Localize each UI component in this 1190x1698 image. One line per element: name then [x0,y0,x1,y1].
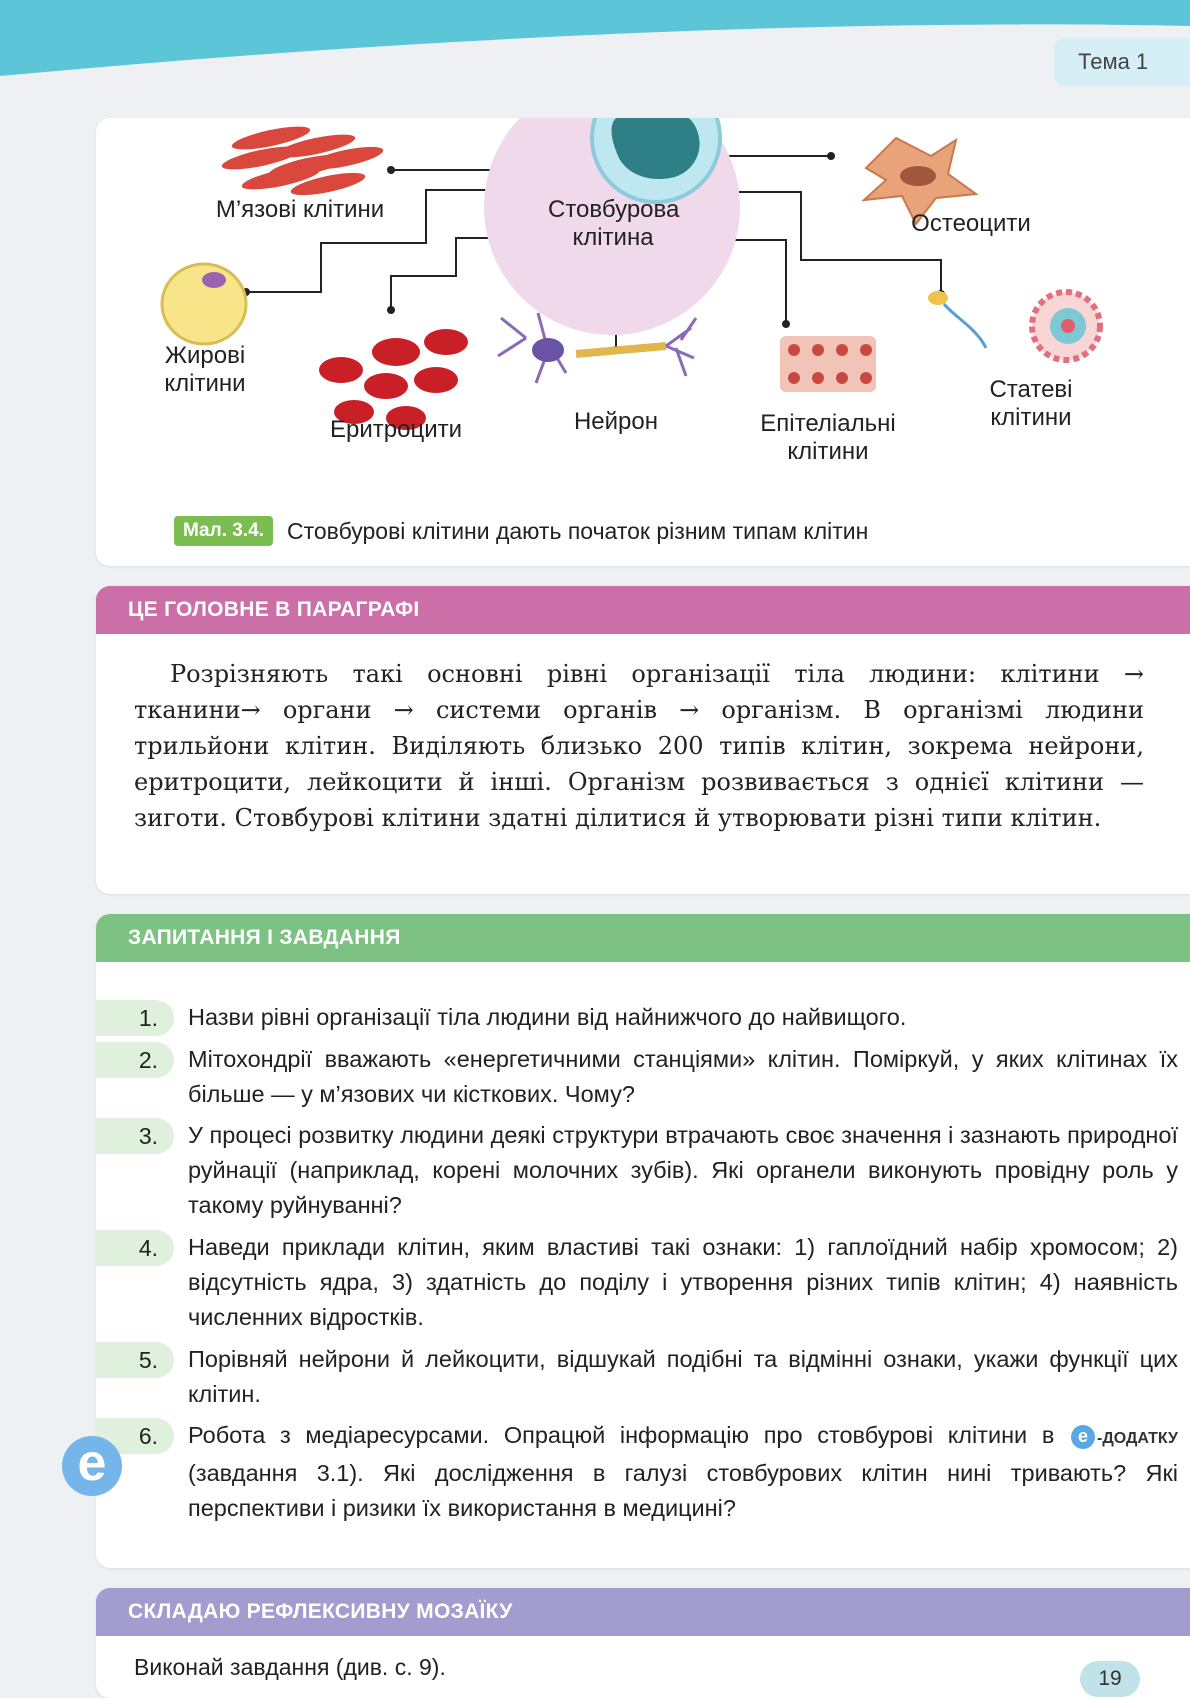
muscle-cells-illustration [220,122,385,200]
stem-cell-diagram [96,118,1190,566]
question-text: Мітохондрії вважають «енергетичними станціями» клітин. Поміркуй, у яких клітинах їх більше — у м’язових чи кісткових. Чому? [188,1046,1178,1107]
page-number: 19 [1080,1661,1140,1697]
question-text: Назви рівні організації тіла людини від найнижчого до найвищого. [188,1004,907,1030]
question-text [188,1418,1178,1526]
main-text: Розрізняють такі основні рівні організації тіла людини: клітини → тканини→ органи → системи органів → організм. В організмі людини трильйони клітин. Виділяють близько 200 типів клітин, зокрема нейрони, еритроцити, лейкоцити й інші. Організм розвивається з однієї клітини — зиготи. Стовбурові клітини здатні ділитися й утворювати різні типи клітин. [134,660,1144,832]
figure-card [96,118,1190,566]
question-text: Порівняй нейрони й лейкоцити, відшукай подібні та відмінні ознаки, укажи функції цих клітин. [188,1346,1178,1407]
top-decor-band [0,0,1190,90]
question-text: Наведи приклади клітин, яким властиві такі ознаки: 1) гаплоїдний набір хромосом; 2) відсутність ядра, 3) здатність до поділу і утворення різних типів клітин; 4) наявність численних відростків. [188,1234,1178,1330]
reflection-card [96,1588,1190,1698]
question-text-part: Робота з медіаресурсами. Опрацюй інформацію про стовбурові клітини в [188,1422,1069,1448]
question-number: 6. [96,1418,174,1454]
question-number: 4. [96,1230,174,1266]
question-number: 3. [96,1118,174,1154]
questions-heading: ЗАПИТАННЯ І ЗАВДАННЯ [96,914,1190,962]
e-addon-label[interactable]: -ДОДАТКУ [1096,1430,1178,1447]
label-epithelial: Епітеліальні клітини [760,410,896,465]
label-neuron: Нейрон [573,408,659,435]
e-addon-icon[interactable]: е [1071,1425,1095,1449]
label-fat: Жирові клітини [164,342,246,397]
epithelial-illustration [780,336,876,392]
questions-card [96,914,1190,1568]
figure-caption [174,514,868,548]
reflection-text: Виконай завдання (див. с. 9). [134,1654,446,1680]
question-text: У процесі розвитку людини деякі структури втрачають своє значення і зазнають природної руйнації (наприклад, корені молочних зубів). Які органели виконують провідну роль у такому руйнуванні? [188,1122,1178,1218]
label-muscle: М’язові клітини [215,196,385,223]
erythrocytes-illustration [319,329,468,430]
e-resource-icon[interactable]: е [62,1436,122,1496]
question-number: 5. [96,1342,174,1378]
sex-cells-illustration [928,291,1100,360]
caption-text: Стовбурові клітини дають початок різним типам клітин [286,517,869,544]
label-osteocytes: Остеоцити [911,210,1031,237]
theme-tab: Тема 1 [1054,38,1190,86]
center-label: Стовбурова клітина [548,196,680,251]
reflection-heading: СКЛАДАЮ РЕФЛЕКСИВНУ МОЗАЇКУ [96,1588,1190,1636]
question-number: 2. [96,1042,174,1078]
label-sex-cells: Статеві клітини [989,376,1073,431]
question-number: 1. [96,1000,174,1036]
question-text-part: (завдання 3.1). Які дослідження в галузі стовбурових клітин нині тривають? Які перспективи і ризики їх використання в медицині? [188,1460,1178,1521]
label-erythrocytes: Еритроцити [330,416,462,443]
caption-tag: Мал. 3.4. [174,516,273,546]
fat-cell-illustration [162,264,246,344]
main-summary-card [96,586,1190,894]
main-heading: ЦЕ ГОЛОВНЕ В ПАРАГРАФІ [96,586,1190,634]
